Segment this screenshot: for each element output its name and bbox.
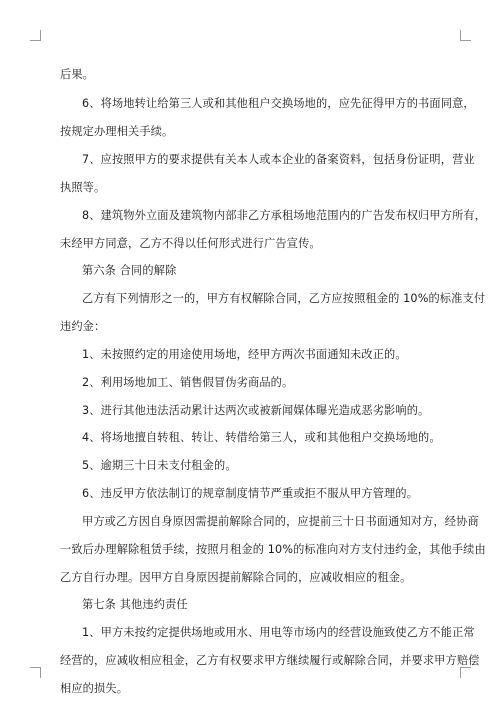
text-line: 后果。: [60, 68, 95, 81]
text-line: 一致后办理解除租赁手续，按照月租金的 10%的标准向对方支付违约金，其他手续由: [60, 543, 486, 556]
text-line: 6、将场地转让给第三人或和其他租户交换场地的，应先征得甲方的书面同意，: [82, 97, 475, 110]
crop-mark-bottom-left: [30, 667, 41, 678]
text-line: 1、甲方未按约定提供场地或用水、用电等市场内的经营设施致使乙方不能正常: [82, 626, 475, 639]
text-line: 甲方或乙方因自身原因需提前解除合同的，应提前三十日书面通知对方，经协商: [82, 515, 479, 528]
list-item: 1、未按照约定的用途使用场地，经甲方两次书面通知未改正的。: [82, 348, 407, 361]
text-line: 违约金：: [60, 320, 106, 333]
crop-mark-top-left: [30, 30, 41, 41]
text-line: 未经甲方同意，乙方不得以任何形式进行广告宣传。: [60, 237, 321, 250]
text-line: 乙方有下列情形之一的，甲方有权解除合同，乙方应按照租金的 10%的标准支付: [82, 292, 486, 305]
list-item: 6、违反甲方依法制订的规章制度情节严重或拒不服从甲方管理的。: [82, 487, 419, 500]
text-line: 相应的损失。: [60, 682, 129, 695]
section-heading: 第六条 合同的解除: [82, 264, 177, 277]
text-line: 7、应按照甲方的要求提供有关本人或本企业的备案资料，包括身份证明，营业: [82, 153, 475, 166]
list-item: 2、利用场地加工、销售假冒伪劣商品的。: [82, 376, 294, 389]
crop-mark-bottom-right: [460, 667, 471, 678]
list-item: 4、将场地擅自转租、转让、转借给第三人，或和其他租户交换场地的。: [82, 431, 441, 444]
text-line: 按规定办理相关手续。: [60, 125, 174, 138]
text-line: 经营的，应减收相应租金，乙方有权要求甲方继续履行或解除合同，并要求甲方赔偿: [60, 654, 480, 667]
section-heading: 第七条 其他违约责任: [82, 598, 188, 611]
text-line: 执照等。: [60, 181, 106, 194]
crop-mark-top-right: [460, 30, 471, 41]
list-item: 5、逾期三十日未支付租金的。: [82, 459, 237, 472]
text-line: 乙方自行办理。因甲方自身原因提前解除合同的，应减收相应的租金。: [60, 571, 412, 584]
text-line: 8、建筑物外立面及建筑物内部非乙方承租场地范围内的广告发布权归甲方所有，: [82, 209, 487, 222]
list-item: 3、进行其他违法活动累计达两次或被新闻媒体曝光造成恶劣影响的。: [82, 404, 430, 417]
